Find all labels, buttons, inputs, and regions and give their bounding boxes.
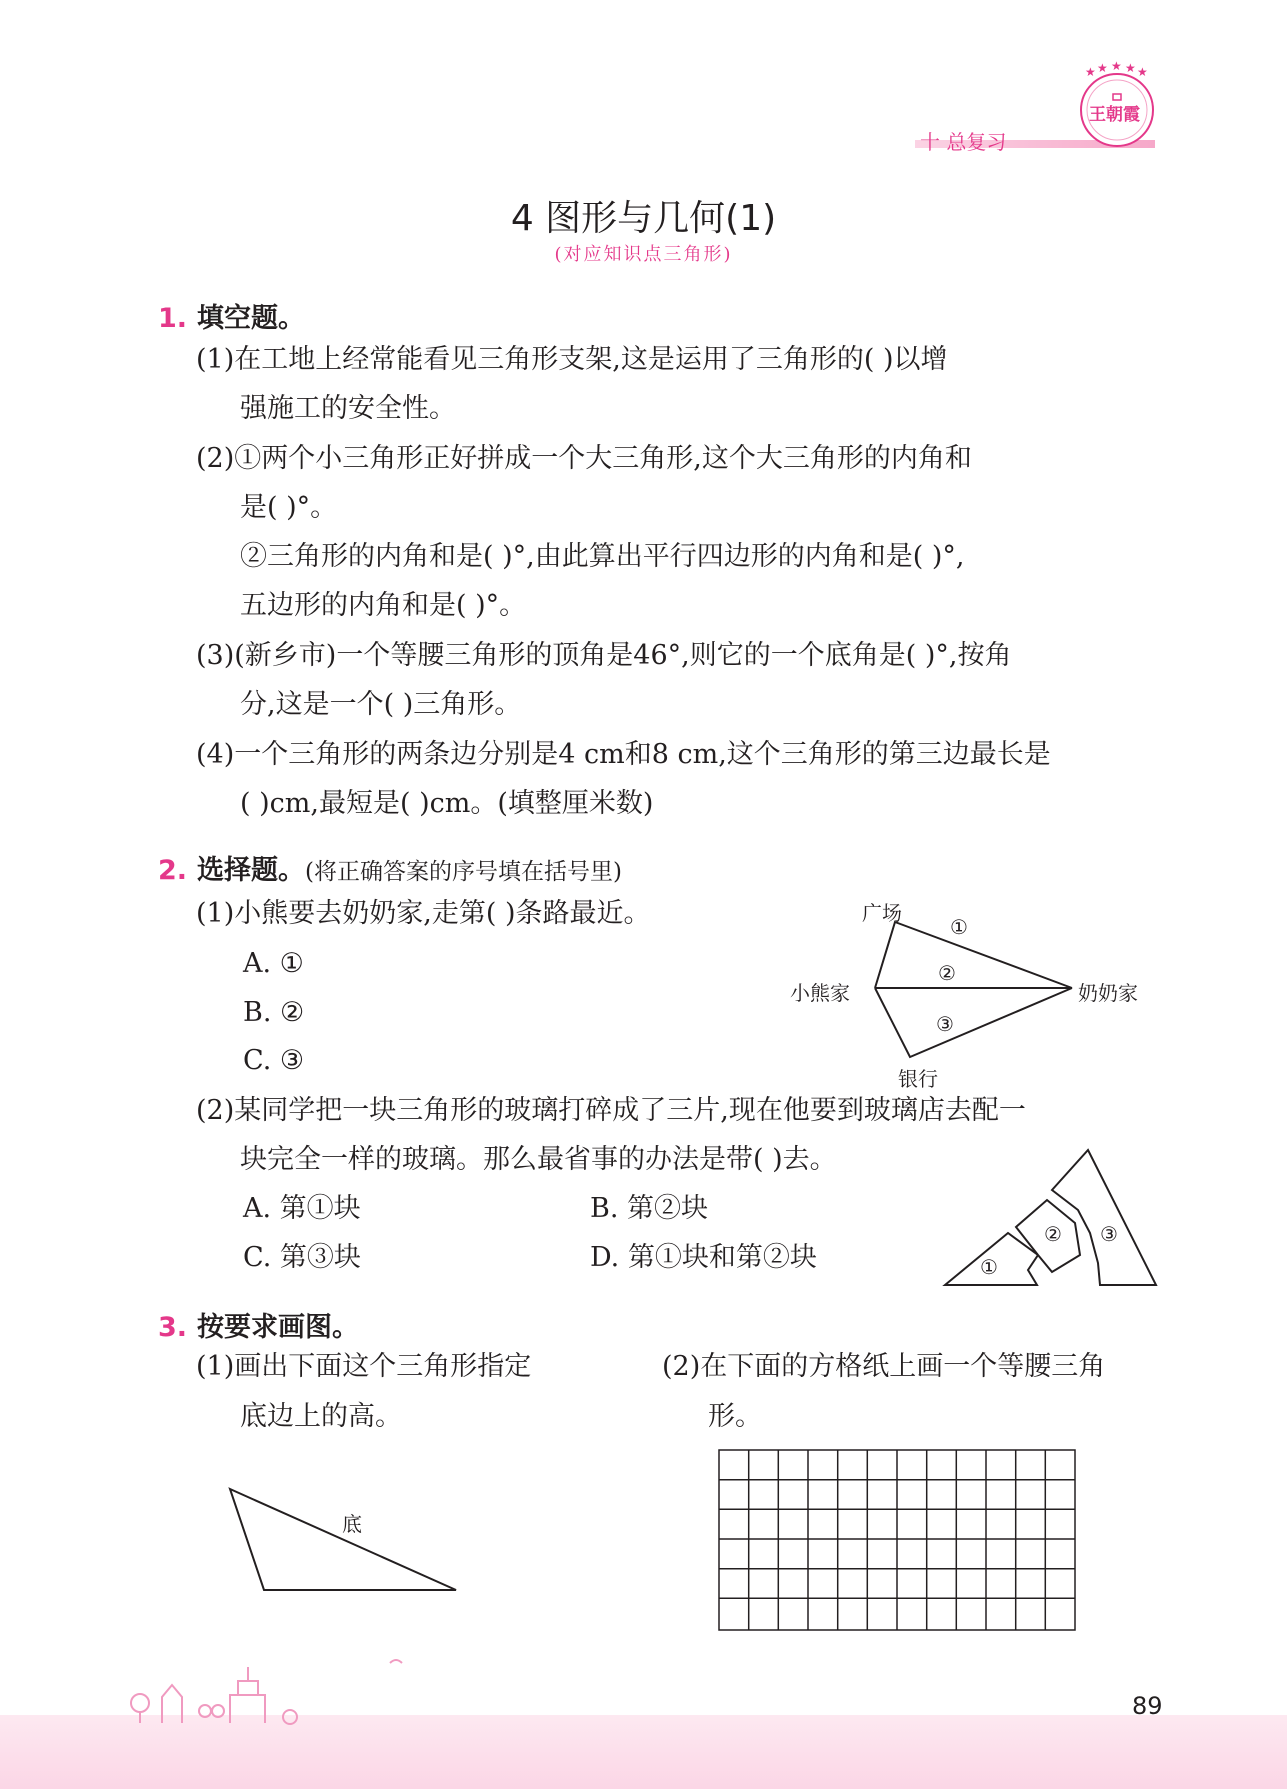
svg-text:★: ★ [1125,61,1136,75]
q3-2-line-1: (2)在下面的方格纸上画一个等腰三角 [662,1351,1106,1382]
glass-figure [940,1145,1170,1290]
label-top: 广场 [862,901,902,925]
q1-2-line-4: 五边形的内角和是( )°。 [240,590,527,621]
q2-2-option-b: B. 第②块 [590,1193,709,1224]
svg-text:★: ★ [1085,65,1096,79]
base-triangle [220,1480,470,1600]
glass-piece-1-label: ① [980,1255,998,1279]
q1-2-line-1: (2)①两个小三角形正好拼成一个大三角形,这个大三角形的内角和 [196,443,972,474]
section-1-title: 填空题。 [197,303,306,334]
route-2-label: ② [938,961,956,985]
q3-2-line-2: 形。 [708,1401,762,1432]
footer-band [0,1715,1287,1789]
grid-paper[interactable] [718,1449,1076,1631]
q2-2-option-c: C. 第③块 [243,1242,361,1273]
q3-1-line-2: 底边上的高。 [240,1401,402,1432]
q1-4-line-2: ( )cm,最短是( )cm。(填整厘米数) [240,788,654,819]
q2-2-option-d: D. 第①块和第②块 [590,1242,817,1273]
route-1-label: ① [950,915,968,939]
q1-4-line-1: (4)一个三角形的两条边分别是4 cm和8 cm,这个三角形的第三边最长是 [196,739,1051,770]
label-end: 奶奶家 [1078,981,1138,1005]
q2-2-option-a: A. 第①块 [243,1193,361,1224]
section-1-number: 1. [158,303,188,334]
q2-1-option-b: B. ② [243,997,305,1028]
logo-text: 王朝霞 [1089,105,1140,125]
glass-pieces [940,1145,1170,1290]
glass-piece-2-label: ② [1044,1222,1062,1246]
section-1-heading [158,296,305,335]
q1-1-line-1: (1)在工地上经常能看见三角形支架,这是运用了三角形的( )以增 [196,344,948,375]
q2-2-stem-1: (2)某同学把一块三角形的玻璃打碎成了三片,现在他要到玻璃店去配一 [196,1095,1026,1126]
lesson-title: 4 图形与几何(1) [510,198,777,239]
base-label: 底 [342,1512,362,1536]
section-3-title: 按要求画图。 [197,1312,360,1343]
section-2-number: 2. [158,855,188,886]
section-2-title: 选择题。 [197,855,306,886]
q1-2-line-3: ②三角形的内角和是( )°,由此算出平行四边形的内角和是( )°, [240,541,965,572]
q2-1-option-c: C. ③ [243,1045,305,1076]
section-2-heading [158,848,622,887]
q1-3-line-1: (3)(新乡市)一个等腰三角形的顶角是46°,则它的一个底角是( )°,按角 [196,640,1012,671]
brand-logo [1075,60,1159,154]
q1-3-line-2: 分,这是一个( )三角形。 [240,689,522,720]
svg-text:★: ★ [1097,61,1108,75]
q1-2-line-2: 是( )°。 [240,492,338,523]
section-3-heading [158,1305,359,1344]
route-3-line [875,988,1072,1057]
route-3-label: ③ [936,1012,954,1036]
section-3-number: 3. [158,1312,188,1343]
page-number: 89 [1132,1692,1163,1720]
footer-decoration [120,1645,410,1725]
glass-piece-3-label: ③ [1100,1222,1118,1246]
q2-2-stem-2: 块完全一样的玻璃。那么最省事的办法是带( )去。 [240,1144,837,1175]
label-start: 小熊家 [790,981,850,1005]
q3-1-line-1: (1)画出下面这个三角形指定 [196,1351,532,1382]
lesson-subtitle: (对应知识点三角形) [554,244,733,265]
section-2-note: (将正确答案的序号填在括号里) [305,859,622,885]
q2-1-option-a: A. ① [243,948,304,979]
svg-text:★: ★ [1137,65,1148,79]
svg-text:★: ★ [1111,60,1122,73]
q1-1-line-2: 强施工的安全性。 [240,393,456,424]
base-triangle-figure [220,1480,470,1600]
route-figure [780,885,1160,1091]
q2-1-stem: (1)小熊要去奶奶家,走第( )条路最近。 [196,898,651,929]
label-bottom: 银行 [898,1067,938,1091]
route-1-line [875,922,1072,988]
chapter-label: 十 总复习 [920,130,1007,154]
